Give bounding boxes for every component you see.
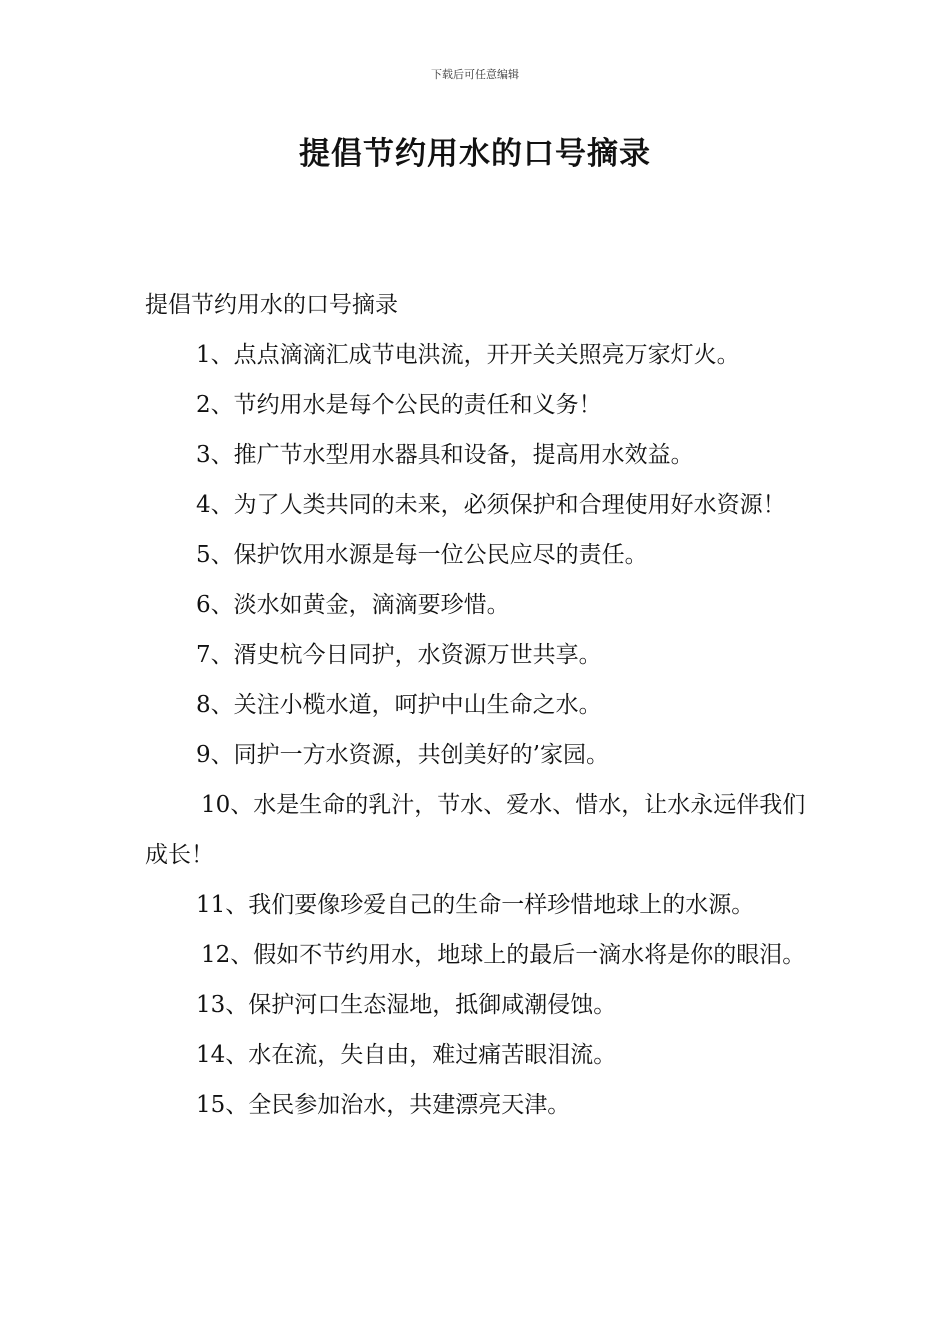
intro-paragraph: 提倡节约用水的口号摘录 xyxy=(145,292,398,318)
slogan-item: 11、我们要像珍爱自己的生命一样珍惜地球上的水源。 xyxy=(196,892,755,918)
slogan-item: 15、全民参加治水，共建漂亮天津。 xyxy=(196,1092,571,1118)
slogan-item: 14、水在流，失自由，难过痛苦眼泪流。 xyxy=(196,1042,617,1068)
slogan-item: 5、保护饮用水源是每一位公民应尽的责任。 xyxy=(196,542,648,568)
slogan-item: 1、点点滴滴汇成节电洪流，开开关关照亮万家灯火。 xyxy=(196,342,740,368)
document-body xyxy=(145,280,810,1130)
slogan-item: 12、假如不节约用水，地球上的最后一滴水将是你的眼泪。 xyxy=(201,942,806,968)
slogan-item: 6、淡水如黄金，滴滴要珍惜。 xyxy=(196,592,510,618)
slogan-item: 3、推广节水型用水器具和设备，提高用水效益。 xyxy=(196,442,694,468)
header-note: 下载后可任意编辑 xyxy=(431,68,519,81)
slogan-item: 10、水是生命的乳汁，节水、爱水、惜水，让水永远伴我们成长！ xyxy=(145,792,806,868)
slogan-item: 4、为了人类共同的未来，必须保护和合理使用好水资源！ xyxy=(196,492,786,518)
slogan-item: 8、关注小榄水道，呵护中山生命之水。 xyxy=(196,692,602,718)
slogan-item: 9、同护一方水资源，共创美好的’家园。 xyxy=(196,742,609,768)
document-title: 提倡节约用水的口号摘录 xyxy=(299,136,651,172)
slogan-item: 2、节约用水是每个公民的责任和义务！ xyxy=(196,392,602,418)
slogan-item: 7、湑史杭今日同护，水资源万世共享。 xyxy=(196,642,602,668)
slogan-item: 13、保护河口生态湿地，抵御咸潮侵蚀。 xyxy=(196,992,617,1018)
